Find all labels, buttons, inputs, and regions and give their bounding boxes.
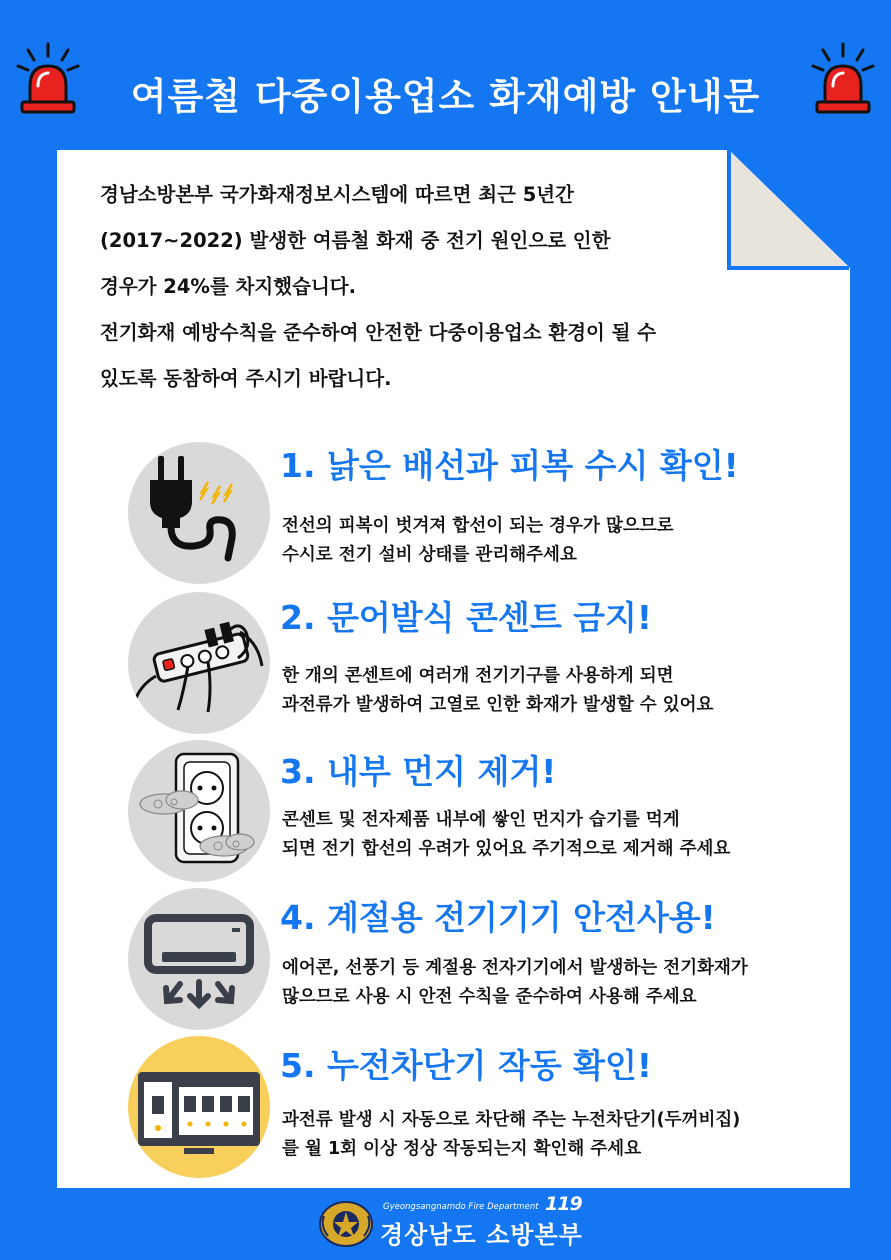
- tip-line: 에어콘, 선풍기 등 계절용 전자기기에서 발생하는 전기화재가: [282, 958, 748, 978]
- intro-line: 경남소방본부 국가화재정보시스템에 따르면 최근 5년간: [100, 183, 574, 206]
- tip-title: 1. 낡은 배선과 피복 수시 확인!: [280, 446, 739, 485]
- tip-description: [282, 1106, 740, 1164]
- tip-line: 과전류 발생 시 자동으로 차단해 주는 누전차단기(두꺼비집): [282, 1110, 741, 1130]
- tip-item: [0, 440, 891, 590]
- tip-item: [0, 1036, 891, 1186]
- fire-department-emblem-icon: [318, 1196, 374, 1250]
- footer-119: 119: [545, 1193, 582, 1215]
- page-title: 여름철 다중이용업소 화재예방 안내문: [130, 75, 761, 118]
- tip-line: 콘센트 및 전자제품 내부에 쌓인 먼지가 습기를 먹게: [282, 810, 680, 830]
- footer-english-name: Gyeongsangnamdo Fire Department: [383, 1202, 539, 1212]
- tip-description: [282, 806, 730, 864]
- siren-icon: [809, 40, 877, 118]
- intro-line: 전기화재 예방수칙을 준수하여 안전한 다중이용업소 환경이 될 수: [100, 321, 657, 344]
- tip-title: 5. 누전차단기 작동 확인!: [280, 1046, 652, 1085]
- tip-line: 되면 전기 합선의 우려가 있어요 주기적으로 제거해 주세요: [282, 839, 731, 859]
- intro-text: [100, 172, 830, 402]
- circuit-breaker-icon: [128, 1036, 270, 1178]
- tip-item: [0, 888, 891, 1038]
- air-conditioner-icon: [128, 888, 270, 1030]
- tip-description: [282, 512, 674, 570]
- tip-line: 를 월 1회 이상 정상 작동되는지 확인해 주세요: [282, 1139, 642, 1159]
- tip-title: 3. 내부 먼지 제거!: [280, 752, 557, 791]
- plug-spark-icon: [128, 442, 270, 584]
- tip-item: [0, 588, 891, 738]
- tip-line: 많으므로 사용 시 안전 수칙을 준수하여 사용해 주세요: [282, 987, 697, 1007]
- tip-title: 2. 문어발식 콘센트 금지!: [280, 598, 652, 637]
- tip-item: [0, 740, 891, 890]
- intro-line: (2017~2022) 발생한 여름철 화재 중 전기 원인으로 인한: [100, 229, 611, 252]
- tip-line: 한 개의 콘센트에 여러개 전기기구를 사용하게 되면: [282, 666, 674, 686]
- header: [0, 40, 891, 130]
- tip-title: 4. 계절용 전기기기 안전사용!: [280, 898, 716, 937]
- tip-line: 수시로 전기 설비 상태를 관리해주세요: [282, 545, 577, 565]
- intro-line: 있도록 동참하여 주시기 바랍니다.: [100, 367, 392, 390]
- power-strip-icon: [128, 592, 270, 734]
- tip-line: 전선의 피복이 벗겨져 합선이 되는 경우가 많으므로: [282, 516, 674, 536]
- tip-line: 과전류가 발생하여 고열로 인한 화재가 발생할 수 있어요: [282, 695, 714, 715]
- tip-description: [282, 662, 713, 720]
- dusty-outlet-icon: [128, 740, 270, 882]
- footer: [0, 1192, 891, 1252]
- intro-line: 경우가 24%를 차지했습니다.: [100, 275, 357, 298]
- footer-korean-name: 경상남도 소방본부: [380, 1221, 583, 1249]
- tip-description: [282, 954, 748, 1012]
